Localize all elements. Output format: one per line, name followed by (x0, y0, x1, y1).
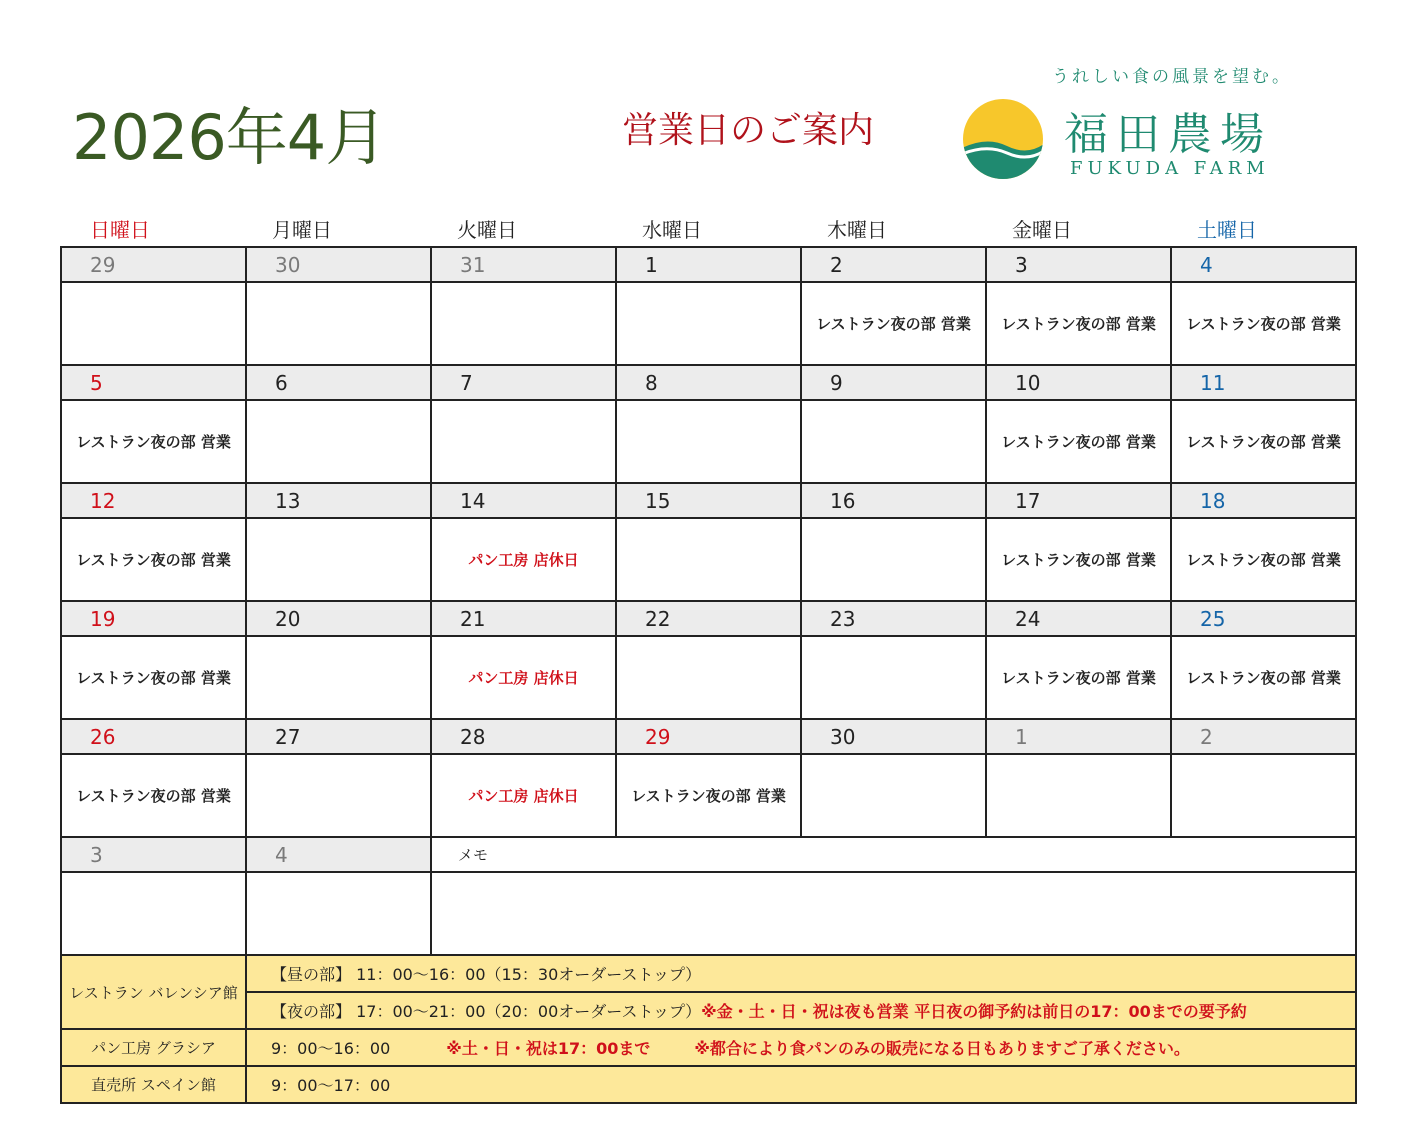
weekday-mon: 月曜日 (272, 218, 332, 242)
day-note: レストラン夜の部 営業 (986, 282, 1171, 365)
date-row (61, 719, 1356, 754)
day-note (246, 754, 431, 837)
date-cell: 25 (1171, 601, 1356, 636)
date-cell: 30 (801, 719, 986, 754)
day-note-closed: パン工房 店休日 (431, 754, 616, 837)
date-row (61, 837, 1356, 872)
restaurant-label: レストラン バレンシア館 (61, 955, 246, 1029)
day-note: レストラン夜の部 営業 (61, 636, 246, 719)
restaurant-dinner-note: ※金・土・日・祝は夜も営業 平日夜の御予約は前日の17：00までの要予約 (701, 1002, 1247, 1021)
date-cell: 7 (431, 365, 616, 400)
date-cell: 18 (1171, 483, 1356, 518)
date-cell: 9 (801, 365, 986, 400)
date-row (61, 601, 1356, 636)
date-cell: 14 (431, 483, 616, 518)
weekday-fri: 金曜日 (1012, 218, 1072, 242)
date-cell: 29 (61, 247, 246, 282)
shop-label: 直売所 スペイン館 (61, 1066, 246, 1103)
day-note (246, 518, 431, 601)
day-note (61, 872, 246, 955)
date-cell: 3 (986, 247, 1171, 282)
date-cell: 11 (1171, 365, 1356, 400)
day-note: レストラン夜の部 営業 (61, 754, 246, 837)
note-row (61, 636, 1356, 719)
day-note (616, 400, 801, 483)
weekday-wed: 水曜日 (642, 218, 702, 242)
month-title: 2026年4月 (72, 101, 387, 174)
date-cell: 31 (431, 247, 616, 282)
bakery-note-weekend: ※土・日・祝は17：00まで (446, 1039, 651, 1058)
date-cell: 23 (801, 601, 986, 636)
day-note (246, 400, 431, 483)
day-note (246, 872, 431, 955)
date-row (61, 365, 1356, 400)
date-cell: 17 (986, 483, 1171, 518)
day-note (801, 518, 986, 601)
day-note (986, 754, 1171, 837)
note-row (61, 518, 1356, 601)
restaurant-dinner-row (61, 992, 1356, 1029)
day-note: レストラン夜の部 営業 (986, 518, 1171, 601)
bakery-hours: 9：00～16：00 (271, 1039, 391, 1058)
date-row (61, 483, 1356, 518)
date-cell: 24 (986, 601, 1171, 636)
day-note: レストラン夜の部 営業 (61, 400, 246, 483)
calendar-grid (60, 246, 1357, 956)
bakery-label: パン工房 グラシア (61, 1029, 246, 1066)
date-cell: 8 (616, 365, 801, 400)
day-note (61, 282, 246, 365)
date-cell: 30 (246, 247, 431, 282)
sun-logo-icon (962, 98, 1044, 180)
date-cell: 12 (61, 483, 246, 518)
date-cell: 19 (61, 601, 246, 636)
note-row (61, 400, 1356, 483)
date-cell: 10 (986, 365, 1171, 400)
weekday-sat: 土曜日 (1197, 218, 1257, 242)
date-cell: 1 (616, 247, 801, 282)
date-cell: 22 (616, 601, 801, 636)
note-row (61, 282, 1356, 365)
date-cell: 4 (1171, 247, 1356, 282)
restaurant-lunch-hours: 【昼の部】 11：00～16：00（15：30オーダーストップ） (246, 955, 1356, 992)
day-note: レストラン夜の部 営業 (1171, 518, 1356, 601)
logo-tagline: うれしい食の風景を望む。 (1052, 67, 1292, 87)
day-note (801, 400, 986, 483)
note-row (61, 872, 1356, 955)
day-note: レストラン夜の部 営業 (1171, 282, 1356, 365)
day-note (801, 636, 986, 719)
day-note-closed: パン工房 店休日 (431, 518, 616, 601)
date-row (61, 247, 1356, 282)
day-note (431, 282, 616, 365)
date-cell: 21 (431, 601, 616, 636)
date-cell: 1 (986, 719, 1171, 754)
date-cell: 13 (246, 483, 431, 518)
bakery-row (61, 1029, 1356, 1066)
day-note: レストラン夜の部 営業 (801, 282, 986, 365)
day-note: レストラン夜の部 営業 (1171, 400, 1356, 483)
date-cell: 27 (246, 719, 431, 754)
day-note-closed: パン工房 店休日 (431, 636, 616, 719)
date-cell: 20 (246, 601, 431, 636)
date-cell: 29 (616, 719, 801, 754)
memo-label: メモ (431, 837, 1356, 872)
shop-row (61, 1066, 1356, 1103)
logo-name-en: FUKUDA FARM (1070, 158, 1270, 179)
date-cell: 6 (246, 365, 431, 400)
weekday-thu: 木曜日 (827, 218, 887, 242)
day-note: レストラン夜の部 営業 (616, 754, 801, 837)
note-row (61, 754, 1356, 837)
hours-table (60, 954, 1357, 1104)
day-note (246, 636, 431, 719)
day-note (616, 282, 801, 365)
date-cell: 2 (1171, 719, 1356, 754)
date-cell: 28 (431, 719, 616, 754)
day-note: レストラン夜の部 営業 (1171, 636, 1356, 719)
bakery-cell (246, 1029, 1356, 1066)
day-note (431, 400, 616, 483)
date-cell: 16 (801, 483, 986, 518)
weekday-sun: 日曜日 (90, 218, 150, 242)
day-note (1171, 754, 1356, 837)
day-note (801, 754, 986, 837)
shop-hours: 9：00～17：00 (246, 1066, 1356, 1103)
restaurant-dinner-cell (246, 992, 1356, 1029)
memo-area[interactable] (431, 872, 1356, 955)
day-note: レストラン夜の部 営業 (986, 636, 1171, 719)
page-title: 営業日のご案内 (622, 110, 875, 151)
weekday-tue: 火曜日 (457, 218, 517, 242)
weekday-header (60, 214, 1355, 246)
restaurant-lunch-row (61, 955, 1356, 992)
date-cell: 2 (801, 247, 986, 282)
day-note (246, 282, 431, 365)
date-cell: 5 (61, 365, 246, 400)
date-cell: 26 (61, 719, 246, 754)
day-note: レストラン夜の部 営業 (61, 518, 246, 601)
logo (960, 60, 1320, 185)
date-cell: 4 (246, 837, 431, 872)
bakery-note-bread: ※都合により食パンのみの販売になる日もありますご了承ください。 (694, 1039, 1190, 1058)
day-note (616, 518, 801, 601)
logo-name-jp: 福田農場 (1064, 109, 1272, 160)
day-note: レストラン夜の部 営業 (986, 400, 1171, 483)
date-cell: 15 (616, 483, 801, 518)
restaurant-dinner-hours: 【夜の部】 17：00～21：00（20：00オーダーストップ） (271, 1002, 702, 1021)
day-note (616, 636, 801, 719)
date-cell: 3 (61, 837, 246, 872)
